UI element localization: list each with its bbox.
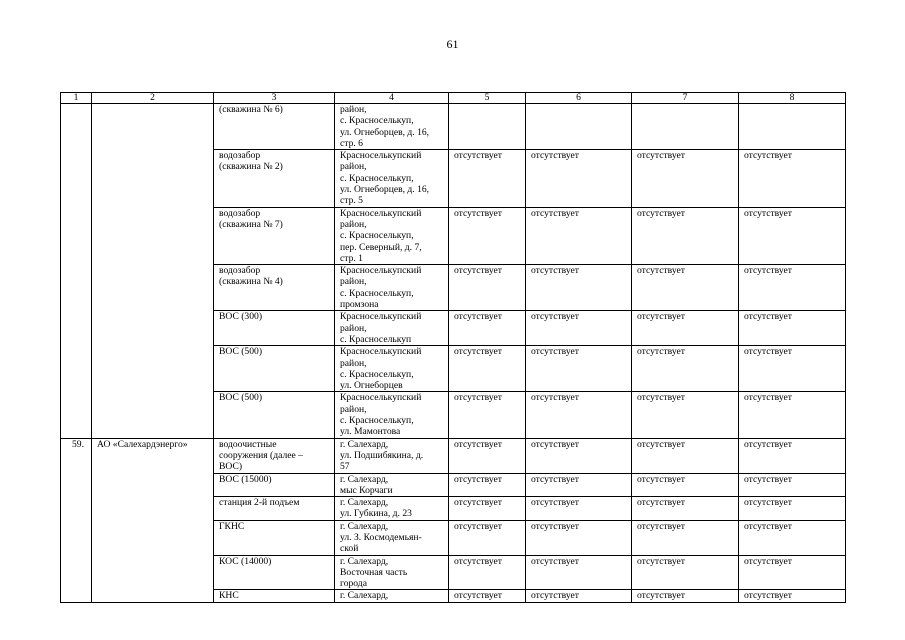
- table-row: [61, 104, 846, 150]
- value-cell: отсутствует: [449, 473, 526, 497]
- value-cell: отсутствует: [449, 497, 526, 521]
- column-header: 2: [92, 93, 214, 104]
- address-cell: Красноселькупский район, с. Красноселькуп, ул. Мамонтова: [335, 392, 449, 438]
- facility-cell: водоочистные сооружения (далее – ВОС): [214, 438, 335, 473]
- facility-cell: ВОС (300): [214, 311, 335, 346]
- value-cell: отсутствует: [739, 346, 846, 392]
- value-cell: отсутствует: [739, 590, 846, 602]
- facility-cell: станция 2-й подъем: [214, 497, 335, 521]
- address-cell: г. Салехард, ул. З. Космодемьян- ской: [335, 520, 449, 555]
- address-cell: Красноселькупский район, с. Красноселькуп: [335, 311, 449, 346]
- value-cell: отсутствует: [449, 346, 526, 392]
- value-cell: отсутствует: [632, 497, 739, 521]
- value-cell: отсутствует: [526, 150, 632, 207]
- value-cell: отсутствует: [632, 392, 739, 438]
- value-cell: отсутствует: [632, 438, 739, 473]
- facility-cell: ВОС (500): [214, 392, 335, 438]
- value-cell: [449, 104, 526, 150]
- value-cell: отсутствует: [526, 392, 632, 438]
- value-cell: отсутствует: [526, 473, 632, 497]
- value-cell: отсутствует: [449, 438, 526, 473]
- value-cell: отсутствует: [449, 392, 526, 438]
- column-header: 4: [335, 93, 449, 104]
- value-cell: отсутствует: [526, 438, 632, 473]
- value-cell: отсутствует: [449, 520, 526, 555]
- table-row: [61, 438, 846, 473]
- facility-cell: водозабор (скважина № 2): [214, 150, 335, 207]
- row-number-cell: 59.: [61, 438, 92, 602]
- address-cell: Красноселькупский район, с. Красноселькуп, промзона: [335, 265, 449, 311]
- value-cell: [739, 104, 846, 150]
- address-cell: г. Салехард, мыс Корчаги: [335, 473, 449, 497]
- column-header: 1: [61, 93, 92, 104]
- value-cell: отсутствует: [739, 207, 846, 264]
- address-cell: г. Салехард, Восточная часть города: [335, 555, 449, 590]
- value-cell: отсутствует: [632, 150, 739, 207]
- value-cell: отсутствует: [739, 392, 846, 438]
- address-cell: район, с. Красноселькуп, ул. Огнеборцев, д. 16, стр. 6: [335, 104, 449, 150]
- value-cell: отсутствует: [632, 207, 739, 264]
- value-cell: отсутствует: [632, 520, 739, 555]
- value-cell: отсутствует: [739, 438, 846, 473]
- value-cell: отсутствует: [449, 555, 526, 590]
- value-cell: отсутствует: [526, 346, 632, 392]
- value-cell: отсутствует: [632, 265, 739, 311]
- facility-cell: КОС (14000): [214, 555, 335, 590]
- value-cell: отсутствует: [632, 346, 739, 392]
- facility-cell: ВОС (500): [214, 346, 335, 392]
- value-cell: отсутствует: [739, 265, 846, 311]
- facility-cell: водозабор (скважина № 7): [214, 207, 335, 264]
- value-cell: [526, 104, 632, 150]
- value-cell: отсутствует: [632, 590, 739, 602]
- column-header: 5: [449, 93, 526, 104]
- value-cell: отсутствует: [526, 520, 632, 555]
- row-number-cell: [61, 104, 92, 439]
- value-cell: отсутствует: [632, 311, 739, 346]
- address-cell: Красноселькупский район, с. Красноселькуп, ул. Огнеборцев, д. 16, стр. 5: [335, 150, 449, 207]
- facilities-table: [60, 92, 846, 603]
- organization-cell: [92, 104, 214, 439]
- column-header: 7: [632, 93, 739, 104]
- value-cell: отсутствует: [526, 207, 632, 264]
- column-header: 3: [214, 93, 335, 104]
- facility-cell: ГКНС: [214, 520, 335, 555]
- address-cell: Красноселькупский район, с. Красноселькуп, ул. Огнеборцев: [335, 346, 449, 392]
- facility-cell: (скважина № 6): [214, 104, 335, 150]
- value-cell: отсутствует: [739, 311, 846, 346]
- column-header: 6: [526, 93, 632, 104]
- value-cell: отсутствует: [526, 555, 632, 590]
- value-cell: отсутствует: [739, 473, 846, 497]
- value-cell: отсутствует: [449, 150, 526, 207]
- value-cell: отсутствует: [449, 311, 526, 346]
- value-cell: отсутствует: [449, 207, 526, 264]
- value-cell: [632, 104, 739, 150]
- address-cell: Красноселькупский район, с. Красноселькуп, пер. Северный, д. 7, стр. 1: [335, 207, 449, 264]
- facility-cell: КНС: [214, 590, 335, 602]
- value-cell: отсутствует: [449, 265, 526, 311]
- value-cell: отсутствует: [526, 497, 632, 521]
- facility-cell: водозабор (скважина № 4): [214, 265, 335, 311]
- header-row: [61, 93, 846, 104]
- value-cell: отсутствует: [526, 265, 632, 311]
- value-cell: отсутствует: [632, 555, 739, 590]
- facility-cell: ВОС (15000): [214, 473, 335, 497]
- address-cell: г. Салехард, ул. Губкина, д. 23: [335, 497, 449, 521]
- value-cell: отсутствует: [739, 150, 846, 207]
- value-cell: отсутствует: [526, 590, 632, 602]
- organization-cell: АО «Салехардэнерго»: [92, 438, 214, 602]
- value-cell: отсутствует: [449, 590, 526, 602]
- address-cell: г. Салехард,: [335, 590, 449, 602]
- page-number: 61: [446, 37, 459, 51]
- value-cell: отсутствует: [632, 473, 739, 497]
- column-header: 8: [739, 93, 846, 104]
- value-cell: отсутствует: [739, 497, 846, 521]
- address-cell: г. Салехард, ул. Подшибякина, д. 57: [335, 438, 449, 473]
- value-cell: отсутствует: [739, 555, 846, 590]
- value-cell: отсутствует: [739, 520, 846, 555]
- value-cell: отсутствует: [526, 311, 632, 346]
